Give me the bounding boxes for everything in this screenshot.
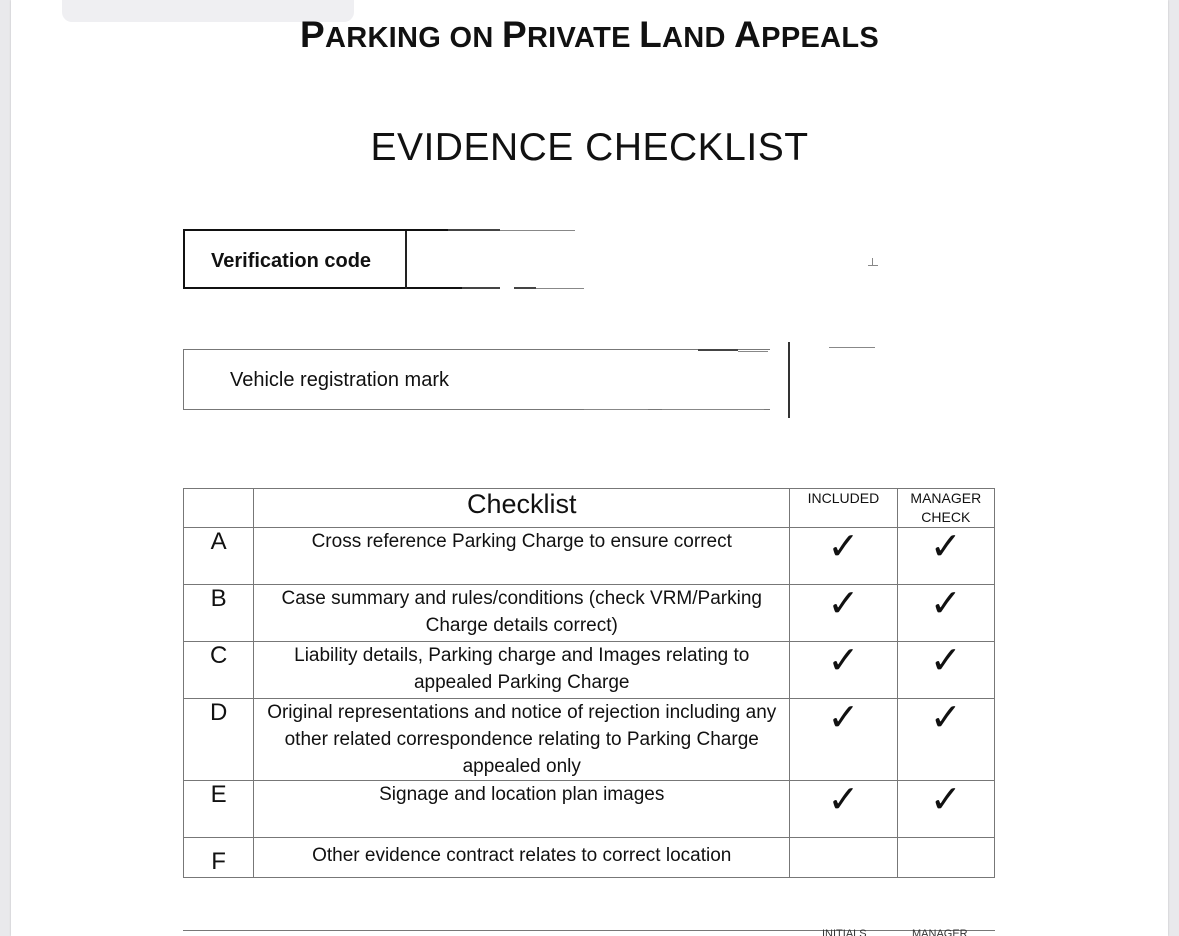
table-row [184,642,995,699]
redaction-mark [500,230,575,231]
title-part: PPEALS [761,22,880,54]
vehicle-registration-label: Vehicle registration mark [230,369,449,391]
manager-empty-cell [897,838,994,878]
row-letter: B [184,585,254,642]
verification-code-label: Verification code [211,250,372,272]
row-description: Original representations and notice of rejection including any other related correspondence relating to Parking Charge appealed only [254,699,790,781]
redaction-mark [584,409,648,410]
redaction-mark [536,288,584,289]
title-part: AND [662,22,735,54]
redaction-mark [698,349,738,351]
row-letter: C [184,642,254,699]
title-part: P [299,14,325,55]
redaction-mark [872,258,873,265]
table-row [184,838,995,878]
title-part: RIVATE [526,22,640,54]
row-letter: D [184,699,254,781]
checklist-header: Checklist [254,489,790,528]
checklist-header-row [184,489,995,528]
redaction-mark [462,287,500,289]
initials-header: INITIALS [822,928,867,936]
title-part: P [501,14,527,55]
row-letter: F [184,838,254,878]
table-row [184,585,995,642]
redaction-mark [829,347,875,348]
included-empty-cell [790,838,897,878]
vehicle-registration-divider [788,342,790,418]
row-description: Signage and location plan images [254,781,790,838]
redaction-mark [514,287,536,289]
row-description: Cross reference Parking Charge to ensure correct [254,528,790,585]
manager-check-icon: ✓ [897,781,994,838]
title-part: ARKING ON [324,22,502,54]
evidence-checklist-table [183,488,995,878]
row-description: Other evidence contract relates to correct location [254,838,790,878]
included-check-icon: ✓ [790,528,897,585]
letter-header-cell [184,489,254,528]
manager-check-icon: ✓ [897,699,994,781]
manager-check-icon: ✓ [897,585,994,642]
included-check-icon: ✓ [790,642,897,699]
row-letter: A [184,528,254,585]
title-part: L [639,14,663,55]
document-title [0,14,1179,56]
redaction-mark [662,409,764,410]
table-row [184,781,995,838]
manager-check-icon: ✓ [897,528,994,585]
row-description: Case summary and rules/conditions (check VRM/Parking Charge details correct) [254,585,790,642]
row-letter: E [184,781,254,838]
next-table-top-border [183,930,995,931]
included-header: INCLUDED [790,489,897,528]
next-manager-header: MANAGER [912,928,968,936]
verification-divider [405,231,407,289]
table-row [184,699,995,781]
redaction-mark [738,351,768,352]
title-part: A [734,14,762,55]
manager-check-header: MANAGER CHECK [897,489,994,528]
manager-check-icon: ✓ [897,642,994,699]
redaction-mark [868,265,878,266]
document-subtitle: EVIDENCE CHECKLIST [370,126,809,169]
included-check-icon: ✓ [790,781,897,838]
table-row [184,528,995,585]
row-description: Liability details, Parking charge and Images relating to appealed Parking Charge [254,642,790,699]
redaction-mark [448,229,500,231]
included-check-icon: ✓ [790,585,897,642]
included-check-icon: ✓ [790,699,897,781]
